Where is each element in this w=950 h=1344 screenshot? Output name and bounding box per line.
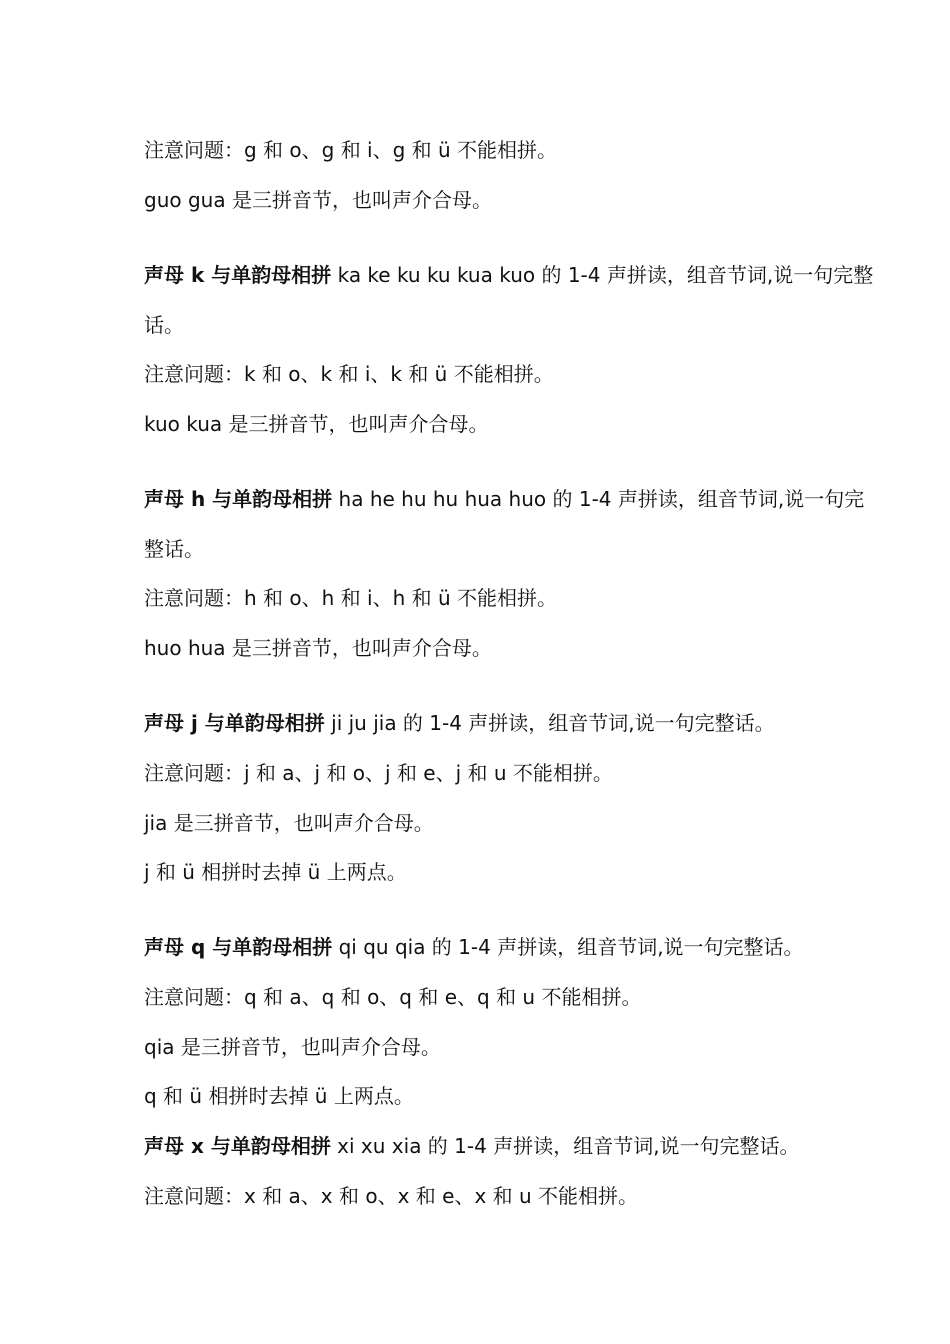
umlaut-rule-q: q 和 ü 相拼时去掉 ü 上两点。 <box>144 1084 414 1108</box>
triple-syllable-j: jia 是三拼音节，也叫声介合母。 <box>144 811 434 835</box>
heading-x-bold: 声母 x 与单韵母相拼 <box>144 1134 331 1158</box>
note-x: 注意问题：x 和 a、x 和 o、x 和 e、x 和 u 不能相拼。 <box>144 1184 639 1208</box>
heading-j-bold: 声母 j 与单韵母相拼 <box>144 711 325 735</box>
heading-h: 声母 h 与单韵母相拼 ha he hu hu hua huo 的 1-4 声拼读，组音节词,说一句完整话。 <box>144 487 865 561</box>
heading-k-bold: 声母 k 与单韵母相拼 <box>144 263 332 287</box>
note-k: 注意问题：k 和 o、k 和 i、k 和 ü 不能相拼。 <box>144 362 554 386</box>
note-h: 注意问题：h 和 o、h 和 i、h 和 ü 不能相拼。 <box>144 586 557 610</box>
umlaut-rule-j: j 和 ü 相拼时去掉 ü 上两点。 <box>144 860 407 884</box>
triple-syllable-g: guo gua 是三拼音节，也叫声介合母。 <box>144 188 492 212</box>
heading-k: 声母 k 与单韵母相拼 ka ke ku ku kua kuo 的 1-4 声拼读，组音节词,说一句完整话。 <box>144 263 874 337</box>
heading-h-bold: 声母 h 与单韵母相拼 <box>144 487 333 511</box>
heading-x: 声母 x 与单韵母相拼 xi xu xia 的 1-4 声拼读，组音节词,说一句完整话。 <box>144 1134 800 1158</box>
heading-j: 声母 j 与单韵母相拼 ji ju jia 的 1-4 声拼读，组音节词,说一句完整话。 <box>144 711 775 735</box>
note-q: 注意问题：q 和 a、q 和 o、q 和 e、q 和 u 不能相拼。 <box>144 985 642 1009</box>
triple-syllable-q: qia 是三拼音节，也叫声介合母。 <box>144 1035 441 1059</box>
heading-q: 声母 q 与单韵母相拼 qi qu qia 的 1-4 声拼读，组音节词,说一句完整话。 <box>144 935 804 959</box>
triple-syllable-h: huo hua 是三拼音节，也叫声介合母。 <box>144 636 492 660</box>
triple-syllable-k: kuo kua 是三拼音节，也叫声介合母。 <box>144 412 489 436</box>
heading-q-bold: 声母 q 与单韵母相拼 <box>144 935 333 959</box>
note-j: 注意问题：j 和 a、j 和 o、j 和 e、j 和 u 不能相拼。 <box>144 761 613 785</box>
note-g: 注意问题：g 和 o、g 和 i、g 和 ü 不能相拼。 <box>144 138 558 162</box>
